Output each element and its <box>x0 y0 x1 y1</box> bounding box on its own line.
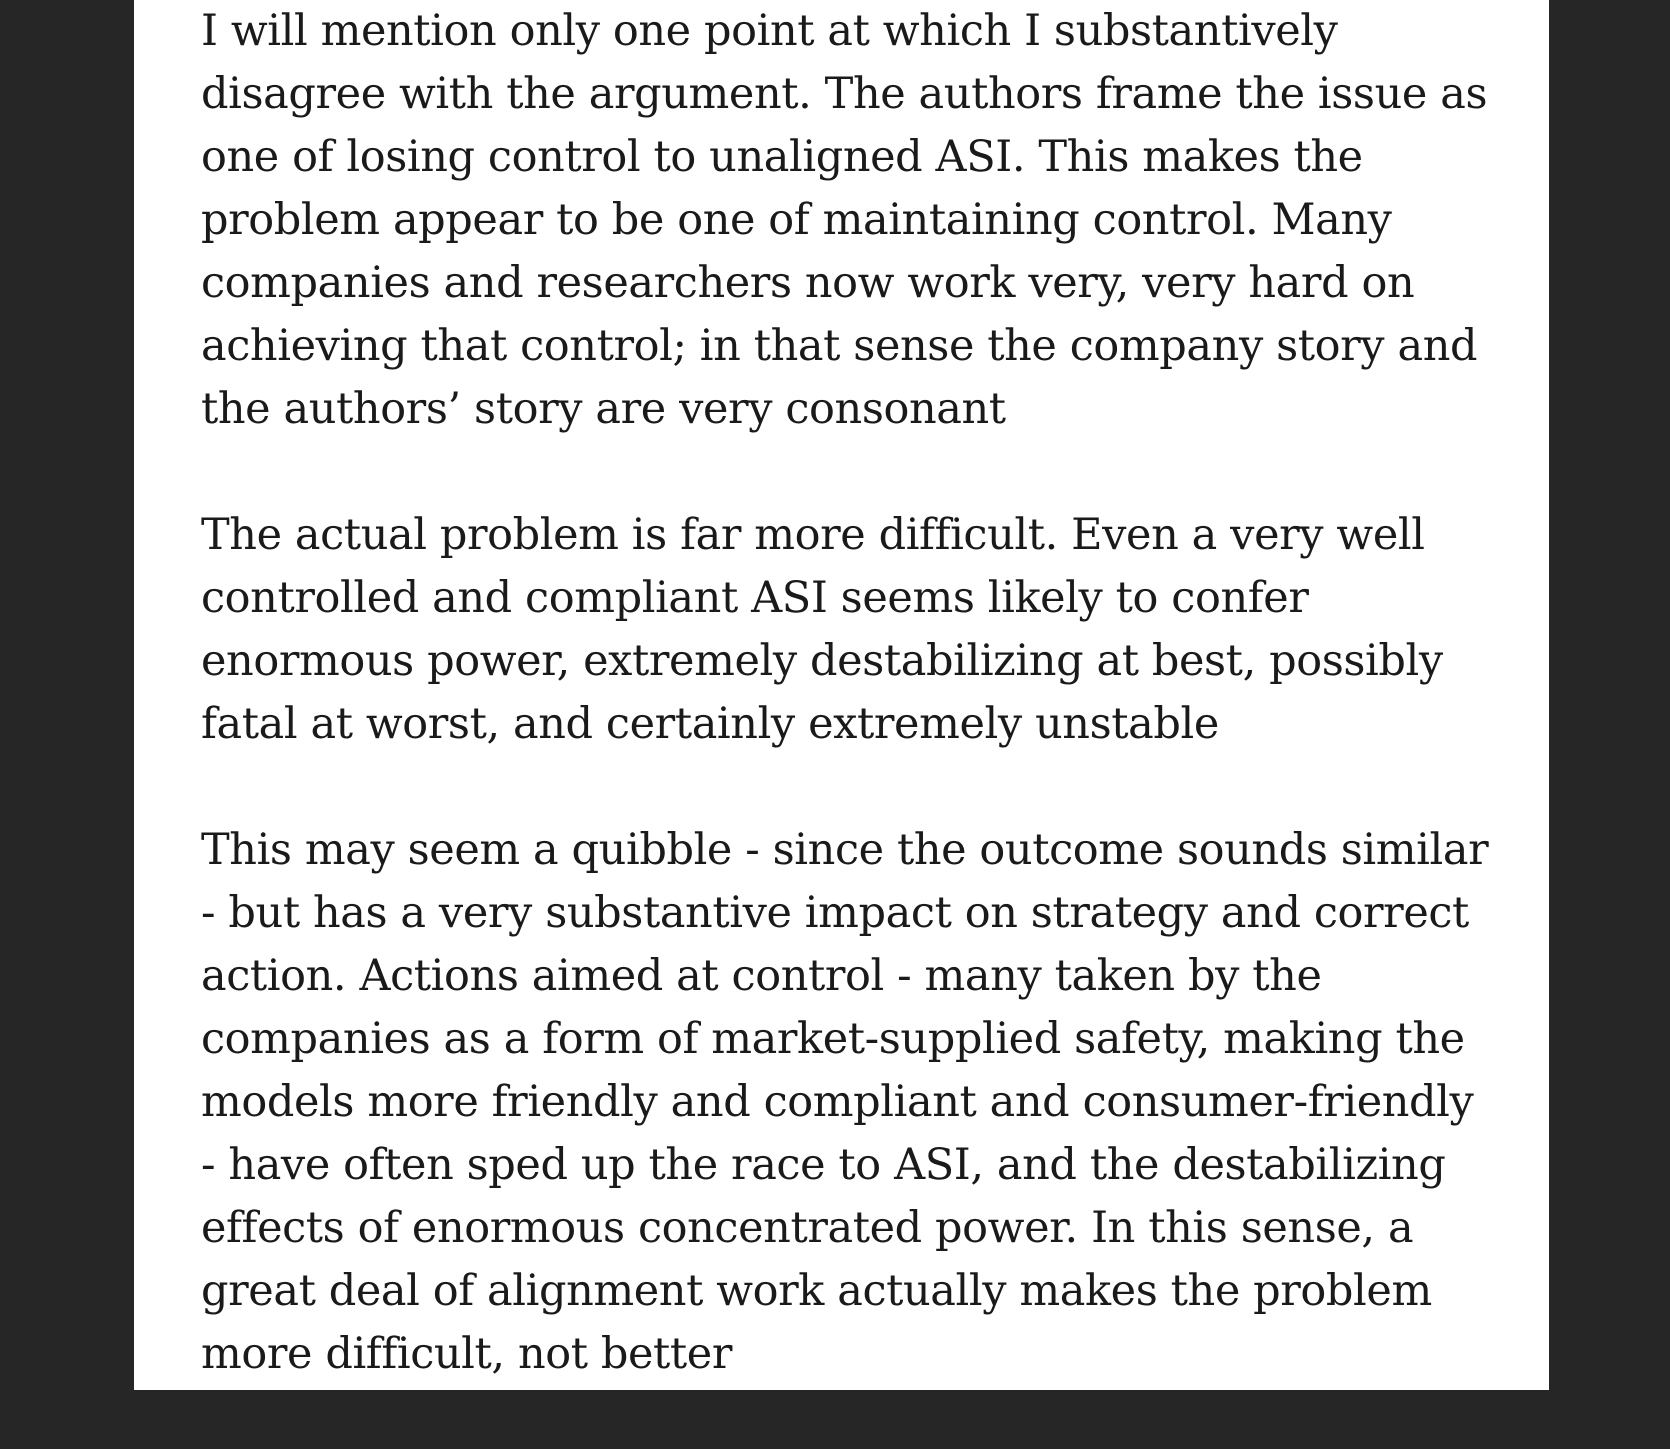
text-line: problem appear to be one of maintaining control. Many <box>201 195 1392 245</box>
text-line: enormous power, extremely destabilizing at best, possibly <box>201 636 1443 686</box>
text-line: companies as a form of market-supplied safety, making the <box>201 1014 1465 1064</box>
text-line: action. Actions aimed at control - many taken by the <box>201 951 1322 1001</box>
text-line: - have often sped up the race to ASI, and the destabilizing <box>201 1140 1446 1190</box>
text-line: - but has a very substantive impact on strategy and correct <box>201 888 1469 938</box>
text-line: fatal at worst, and certainly extremely unstable <box>201 699 1219 749</box>
paragraph-1 <box>201 0 1501 441</box>
document-page <box>134 0 1549 1390</box>
text-line: effects of enormous concentrated power. In this sense, a <box>201 1203 1414 1253</box>
text-line: controlled and compliant ASI seems likely to confer <box>201 573 1309 623</box>
text-line: The actual problem is far more difficult. Even a very well <box>201 510 1425 560</box>
text-line: great deal of alignment work actually makes the problem <box>201 1266 1432 1316</box>
text-line: disagree with the argument. The authors frame the issue as <box>201 69 1488 119</box>
paragraph-2 <box>201 504 1501 756</box>
text-line: the authors’ story are very consonant <box>201 384 1006 434</box>
text-line: more difficult, not better <box>201 1329 733 1379</box>
text-line: companies and researchers now work very, very hard on <box>201 258 1415 308</box>
text-line: models more friendly and compliant and consumer-friendly <box>201 1077 1474 1127</box>
text-line: This may seem a quibble - since the outcome sounds similar <box>201 825 1489 875</box>
text-column <box>201 0 1501 1449</box>
text-line: one of losing control to unaligned ASI. This makes the <box>201 132 1363 182</box>
text-line: I will mention only one point at which I substantively <box>201 6 1338 56</box>
text-line: achieving that control; in that sense the company story and <box>201 321 1478 371</box>
paragraph-3 <box>201 819 1501 1386</box>
